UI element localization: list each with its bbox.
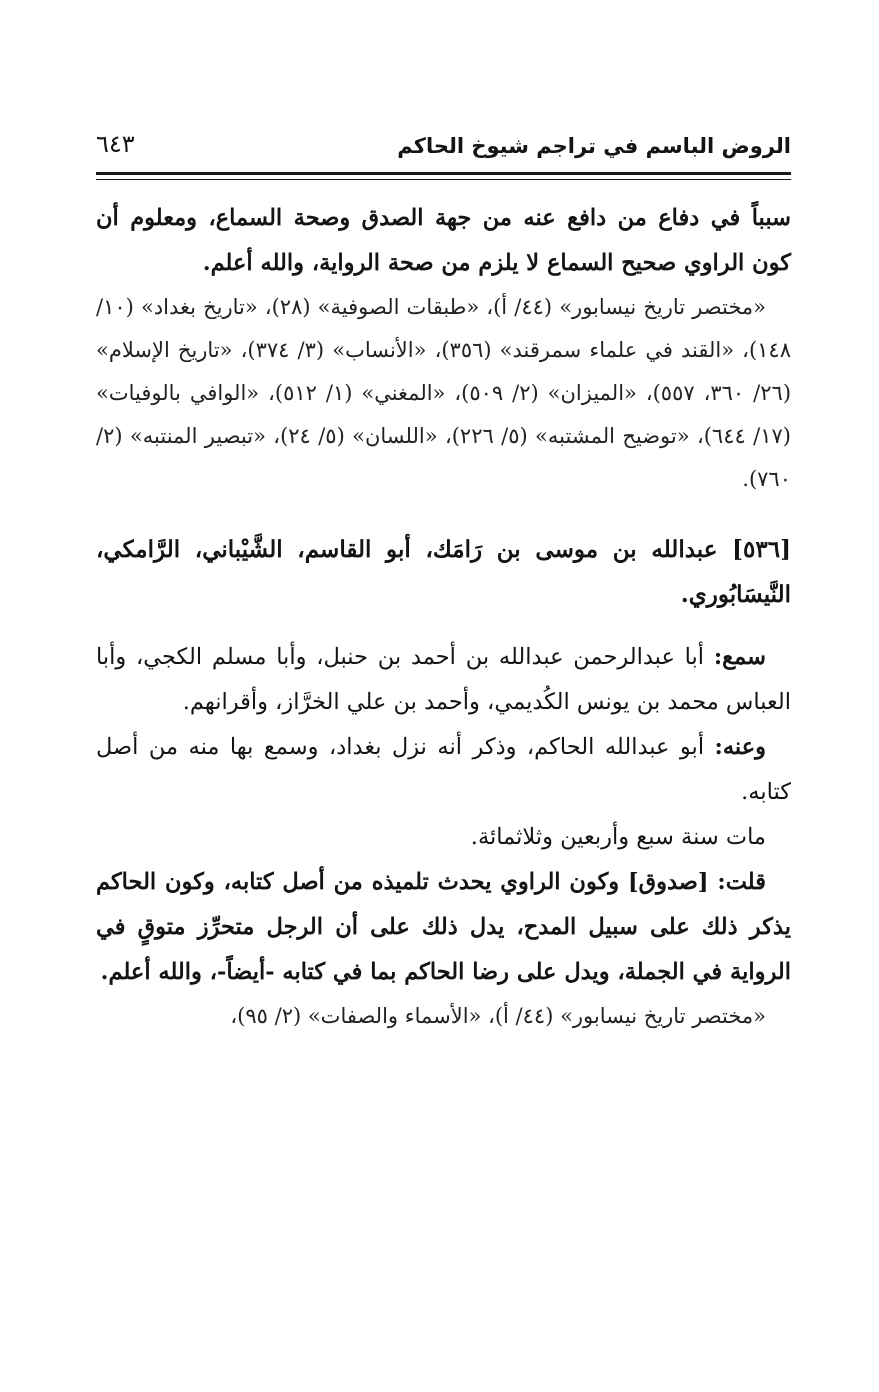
sources-paragraph-2: «مختصر تاريخ نيسابور» (٤٤/ أ)، «الأسماء والصفات» (٢/ ٩٥)،	[230, 1004, 766, 1028]
narrators-text: أبو عبدالله الحاكم، وذكر أنه نزل بغداد، وسمع بها منه من أصل كتابه.	[96, 734, 791, 805]
page-number: ٦٤٣	[96, 130, 135, 158]
heard-from-paragraph	[96, 635, 791, 725]
death-paragraph: مات سنة سبع وأربعين وثلاثمائة.	[470, 824, 766, 850]
paragraph-continuation: سبباً في دفاع من دافع عنه من جهة الصدق وصحة السماع، ومعلوم أن كون الراوي صحيح السماع لا يلزم من صحة الرواية، والله أعلم.	[96, 205, 791, 276]
sources-paragraph: «مختصر تاريخ نيسابور» (٤٤/ أ)، «طبقات الصوفية» (٢٨)، «تاريخ بغداد» (١٠/ ١٤٨)، «القند في علماء سمرقند» (٣٥٦)، «الأنساب» (٣/ ٣٧٤)، «تاريخ الإسلام» (٢٦/ ٣٦٠، ٥٥٧)، «الميزان» (٢/ ٥٠٩)، «المغني» (١/ ٥١٢)، «الوافي بالوفيات» (١٧/ ٦٤٤)، «توضيح المشتبه» (٥/ ٢٢٦)، «اللسان» (٥/ ٢٤)، «تبصير المنتبه» (٢/ ٧٦٠).	[96, 295, 792, 491]
heard-from-text: أبا عبدالرحمن عبدالله بن أحمد بن حنبل، وأبا مسلم الكجي، وأبا العباس محمد بن يونس الكُديمي، وأحمد بن علي الخرَّاز، وأقرانهم.	[96, 644, 791, 715]
body-text	[96, 196, 791, 1038]
heard-from-label: سمع:	[713, 644, 766, 670]
entry-heading: [٥٣٦] عبدالله بن موسى بن رَامَك، أبو القاسم، الشَّيْباني، الرَّامكي، النَّيسَابُوري.	[96, 536, 791, 608]
narrators-paragraph	[96, 725, 791, 815]
header-rule-thick	[96, 172, 791, 175]
header-rule-thin	[96, 179, 791, 180]
running-title: الروض الباسم في تراجم شيوخ الحاكم	[397, 134, 791, 158]
commentary-paragraph: قلت: [صدوق] وكون الراوي يحدث تلميذه من أصل كتابه، وكون الحاكم يذكر ذلك على سبيل المدح، يدل ذلك على أن الرجل متحرِّز متوقٍ في الرواية في الجملة، ويدل على رضا الحاكم بما في كتابه -أيضاً-، والله أعلم.	[96, 869, 791, 985]
narrators-label: وعنه:	[714, 734, 766, 760]
running-head	[96, 130, 791, 170]
